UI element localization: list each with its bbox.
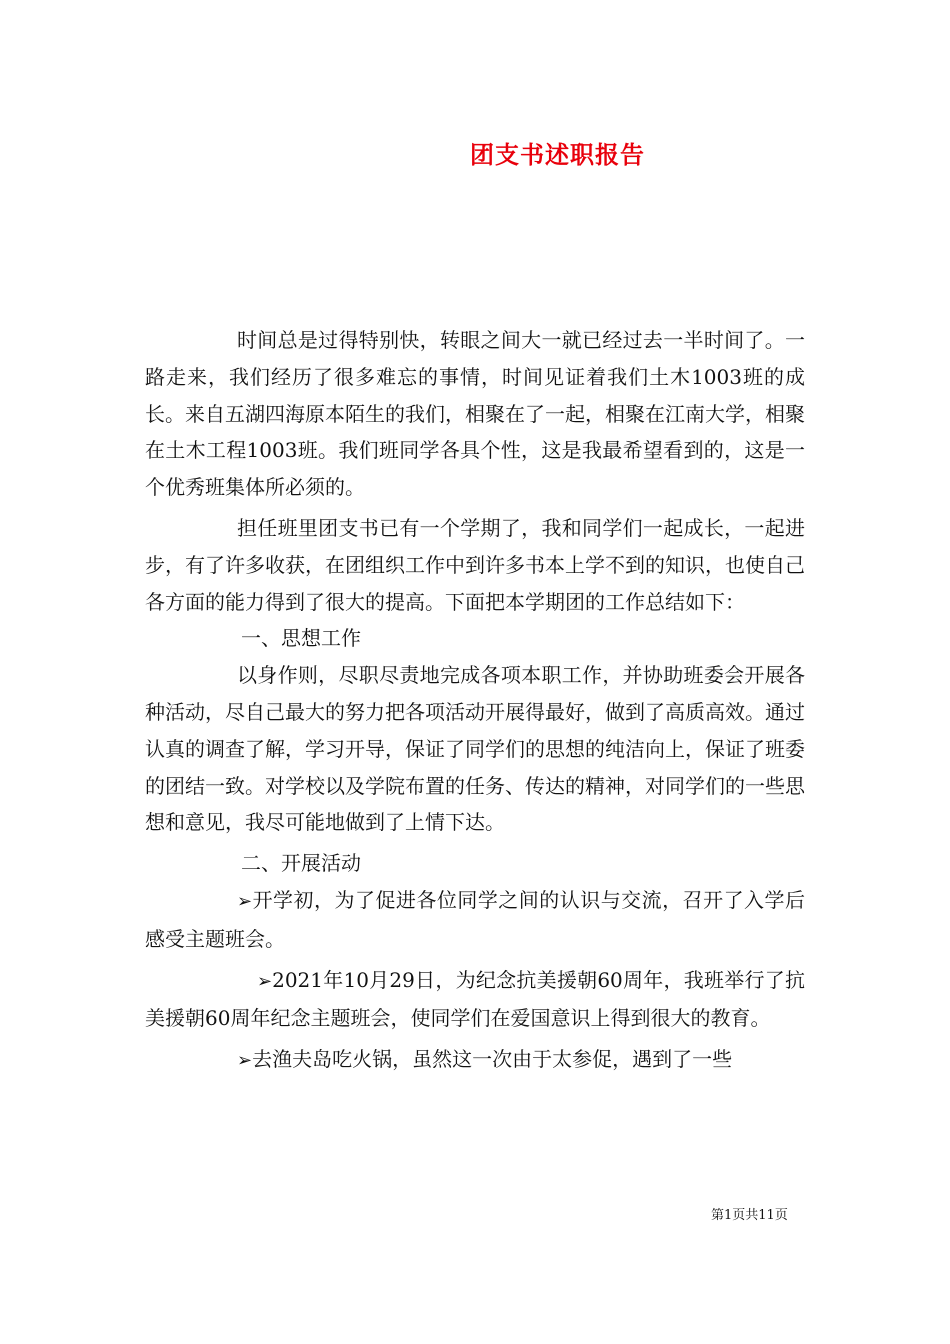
bullet-item bbox=[145, 962, 805, 1038]
bullet-text: 开学初，为了促进各位同学之间的认识与交流，召开了入学后感受主题班会。 bbox=[145, 887, 805, 951]
bullet-text: 2021年10月29日，为纪念抗美援朝60周年，我班举行了抗美援朝60周年纪念主题班会，使同学们在爱国意识上得到很大的教育。 bbox=[145, 967, 805, 1031]
bullet-item bbox=[145, 1041, 805, 1080]
section-heading-thought-work: 一、思想工作 bbox=[241, 626, 361, 651]
arrow-bullet-icon: ➢ bbox=[237, 890, 253, 912]
bullet-text: 去渔夫岛吃火锅，虽然这一次由于太参促，遇到了一些 bbox=[252, 1047, 733, 1072]
document-title: 团支书述职报告 bbox=[470, 140, 645, 169]
page-number-footer: 第1页共11页 bbox=[711, 1208, 788, 1223]
arrow-bullet-icon: ➢ bbox=[257, 970, 273, 992]
section-heading-activities: 二、开展活动 bbox=[241, 851, 361, 876]
document-body bbox=[145, 322, 805, 1080]
paragraph-role: 担任班里团支书已有一个学期了，我和同学们一起成长，一起进步，有了许多收获，在团组织工作中到许多书本上学不到的知识，也使自己各方面的能力得到了很大的提高。下面把本学期团的工作总结如下： bbox=[145, 515, 805, 614]
paragraph-thought-work: 以身作则，尽职尽责地完成各项本职工作，并协助班委会开展各种活动，尽自己最大的努力把各项活动开展得最好，做到了高质高效。通过认真的调查了解，学习开导，保证了同学们的思想的纯洁向上，保证了班委的团结一致。对学校以及学院布置的任务、传达的精神，对同学们的一些思想和意见，我尽可能地做到了上情下达。 bbox=[145, 663, 805, 835]
bullet-item bbox=[145, 882, 805, 958]
arrow-bullet-icon: ➢ bbox=[237, 1050, 253, 1072]
paragraph-intro: 时间总是过得特别快，转眼之间大一就已经过去一半时间了。一路走来，我们经历了很多难忘的事情，时间见证着我们土木1003班的成长。来自五湖四海原本陌生的我们，相聚在了一起，相聚在江南大学，相聚在土木工程1003班。我们班同学各具个性，这是我最希望看到的，这是一个优秀班集体所必须的。 bbox=[145, 328, 805, 500]
